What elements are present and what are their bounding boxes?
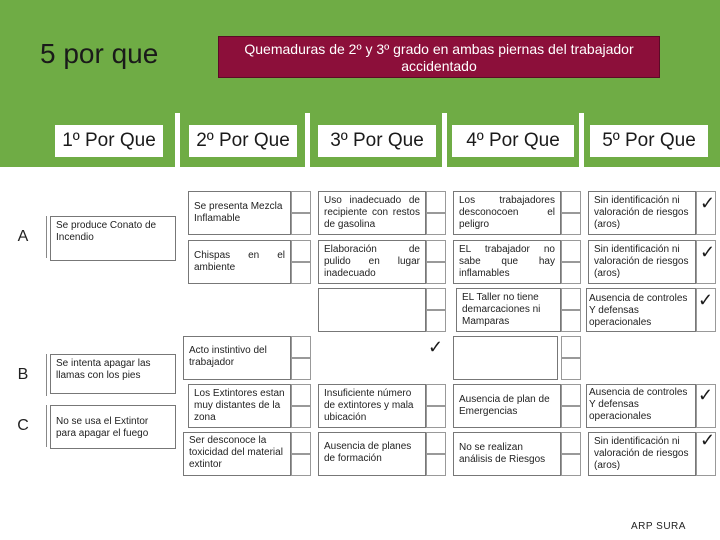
checkbox [426,384,446,406]
check-icon: ✓ [698,290,714,310]
why3-box-a1: Uso inadecuado de recipiente con restos de gasolina [318,191,426,235]
check-icon: ✓ [700,242,716,262]
why2-box-a1: Se presenta Mezcla Inflamable [188,191,291,235]
checkbox [291,406,311,428]
why2-box-b1: Acto instintivo del trabajador [183,336,291,380]
why3-box-a3-empty [318,288,426,332]
checkbox [426,432,446,454]
checkbox [561,213,581,235]
column-header-2: 2º Por Que [189,125,297,157]
why4-box-c: No se realizan análisis de Riesgos [453,432,561,476]
checkbox [561,432,581,454]
page-title: 5 por que [40,38,159,69]
checkbox [426,454,446,476]
why1-box-c: No se usa el Extintor para apagar el fuego [50,405,176,449]
why1-box-a: Se produce Conato de Incendio [50,216,176,261]
checkbox [291,384,311,406]
checkbox [561,262,581,284]
why3-box-a2: Elaboración de pulido en lugar inadecuado [318,240,426,284]
why5-box-c: Sin identificación ni valoración de riesgos (aros) [588,432,696,476]
checkbox [291,262,311,284]
check-icon: ✓ [700,430,716,450]
checkbox [426,240,446,262]
checkbox [291,191,311,213]
footer-brand: ARP SURA [631,521,686,532]
checkbox [561,406,581,428]
why4-box-a3: EL Taller no tiene demarcaciones ni Mamparas [456,288,561,332]
why1-box-b: Se intenta apagar las llamas con los pies [50,354,176,394]
why5-box-a2: Sin identificación ni valoración de riesgos (aros) [588,240,696,284]
checkbox [426,262,446,284]
checkbox [561,191,581,213]
checkbox [561,454,581,476]
why3-box-b2: Insuficiente número de extintores y mala ubicación [318,384,426,428]
checkbox [426,288,446,310]
left-header-strip [0,113,50,167]
column-header-1: 1º Por Que [55,125,163,157]
checkbox [291,336,311,358]
checkbox [291,213,311,235]
problem-statement: Quemaduras de 2º y 3º grado en ambas piernas del trabajador accidentado [218,36,660,78]
row-label-a: A [0,216,47,258]
checkbox [291,454,311,476]
checkbox [561,310,581,332]
why2-box-c: Ser desconoce la toxicidad del material extintor [183,432,291,476]
why5-box-b2: Ausencia de controles Y defensas operacionales [586,384,696,428]
checkbox [426,406,446,428]
checkbox [561,288,581,310]
why4-box-b1-empty [453,336,558,380]
row-label-b: B [0,354,47,396]
check-icon: ✓ [428,337,444,357]
checkbox [426,310,446,332]
check-icon: ✓ [698,385,714,405]
row-label-c: C [0,405,47,447]
column-header-5: 5º Por Que [590,125,708,157]
column-header-3: 3º Por Que [318,125,436,157]
checkbox [561,240,581,262]
why2-box-a2: Chispas en el ambiente [188,240,291,284]
checkbox [291,358,311,380]
checkbox [561,336,581,358]
why5-box-a1: Sin identificación ni valoración de riesgos (aros) [588,191,696,235]
why4-box-a1: Los trabajadores desconocoen el peligro [453,191,561,235]
column-header-4: 4º Por Que [452,125,574,157]
checkbox [291,240,311,262]
why5-box-a3: Ausencia de controles Y defensas operacionales [586,288,696,332]
why4-box-b2: Ausencia de plan de Emergencias [453,384,561,428]
check-icon: ✓ [700,193,716,213]
why4-box-a2: EL trabajador no sabe que hay inflamables [453,240,561,284]
checkbox [561,384,581,406]
why2-box-b2: Los Extintores estan muy distantes de la zona [188,384,291,428]
checkbox [291,432,311,454]
checkbox [426,191,446,213]
why3-box-c: Ausencia de planes de formación [318,432,426,476]
checkbox [561,358,581,380]
checkbox [426,213,446,235]
